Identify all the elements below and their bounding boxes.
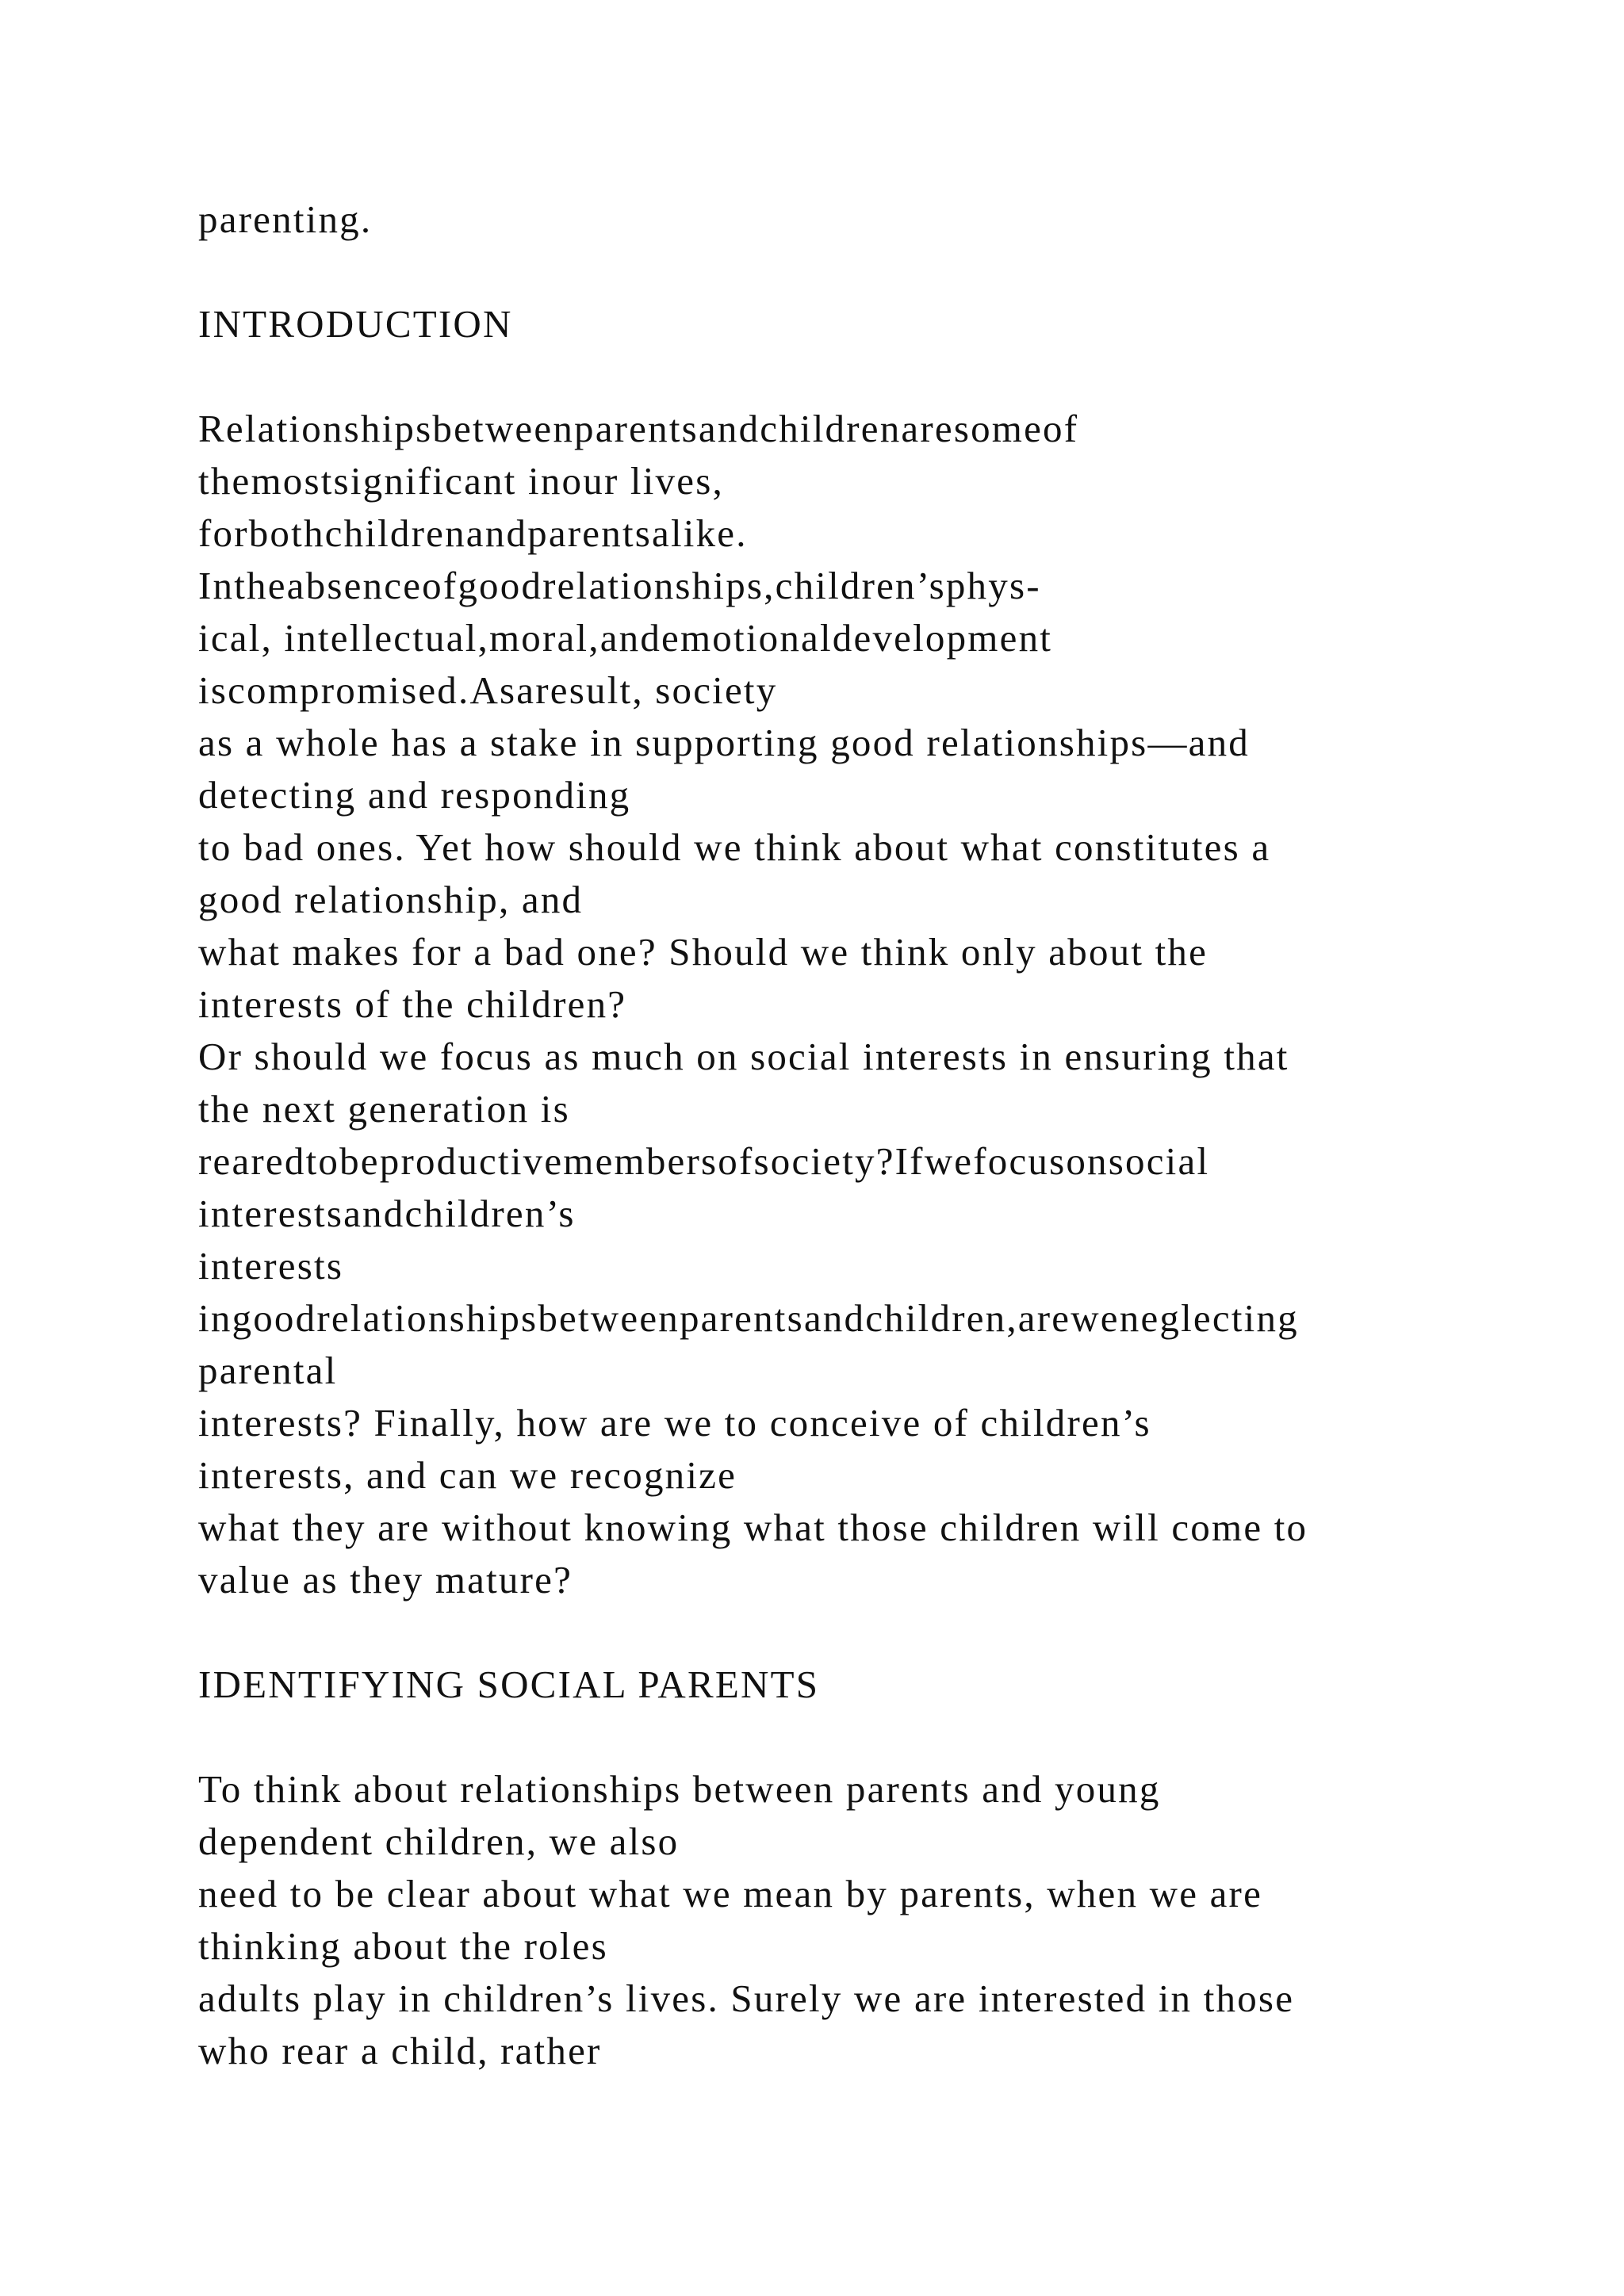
text-line: as a whole has a stake in supporting good relationships—and bbox=[198, 721, 1250, 764]
text-line: good relationship, and bbox=[198, 878, 584, 921]
text-line: value as they mature? bbox=[198, 1558, 573, 1601]
text-line: dependent children, we also bbox=[198, 1820, 680, 1863]
text-line: ical, intellectual,moral,andemotionaldevelopment bbox=[198, 616, 1053, 660]
text-line: iscompromised.Asaresult, society bbox=[198, 668, 778, 712]
text-line: ingoodrelationshipsbetweenparentsandchildren,areweneglecting bbox=[198, 1296, 1299, 1340]
text-line: themostsignificant inour lives, bbox=[198, 459, 724, 503]
text-line: adults play in children’s lives. Surely we are interested in those bbox=[198, 1976, 1295, 2020]
heading-identifying-social-parents: IDENTIFYING SOCIAL PARENTS bbox=[198, 1663, 820, 1706]
text-line: parental bbox=[198, 1349, 338, 1392]
text-line: detecting and responding bbox=[198, 773, 631, 817]
text-line: interests bbox=[198, 1244, 344, 1288]
text-line: need to be clear about what we mean by parents, when we are bbox=[198, 1872, 1263, 1915]
text-line: forbothchildrenandparentsalike. bbox=[198, 511, 748, 555]
lead-line: parenting. bbox=[198, 197, 373, 241]
text-line: what they are without knowing what those children will come to bbox=[198, 1506, 1308, 1549]
text-line: To think about relationships between parents and young bbox=[198, 1767, 1161, 1811]
spacer bbox=[198, 1606, 1529, 1659]
text-line: the next generation is bbox=[198, 1087, 570, 1131]
spacer bbox=[198, 1711, 1529, 1763]
text-line: interestsandchildren’s bbox=[198, 1192, 576, 1235]
text-line: who rear a child, rather bbox=[198, 2029, 602, 2072]
text-line: interests, and can we recognize bbox=[198, 1453, 737, 1497]
spacer bbox=[198, 350, 1529, 403]
text-line: interests? Finally, how are we to conceive of children’s bbox=[198, 1401, 1151, 1445]
text-line: thinking about the roles bbox=[198, 1924, 608, 1968]
text-line: what makes for a bad one? Should we think only about the bbox=[198, 930, 1208, 974]
heading-introduction: INTRODUCTION bbox=[198, 302, 513, 346]
text-line: to bad ones. Yet how should we think about what constitutes a bbox=[198, 825, 1271, 869]
spacer bbox=[198, 246, 1529, 298]
social-parents-paragraph bbox=[198, 1763, 1529, 2077]
text-line: interests of the children? bbox=[198, 982, 627, 1026]
introduction-paragraph bbox=[198, 403, 1529, 1606]
text-line: rearedtobeproductivemembersofsociety?Ifwefocusonsocial bbox=[198, 1139, 1210, 1183]
text-line: Or should we focus as much on social interests in ensuring that bbox=[198, 1035, 1289, 1078]
text-line: Intheabsenceofgoodrelationships,children’sphys- bbox=[198, 564, 1041, 607]
text-line: Relationshipsbetweenparentsandchildrenaresomeof bbox=[198, 407, 1079, 450]
